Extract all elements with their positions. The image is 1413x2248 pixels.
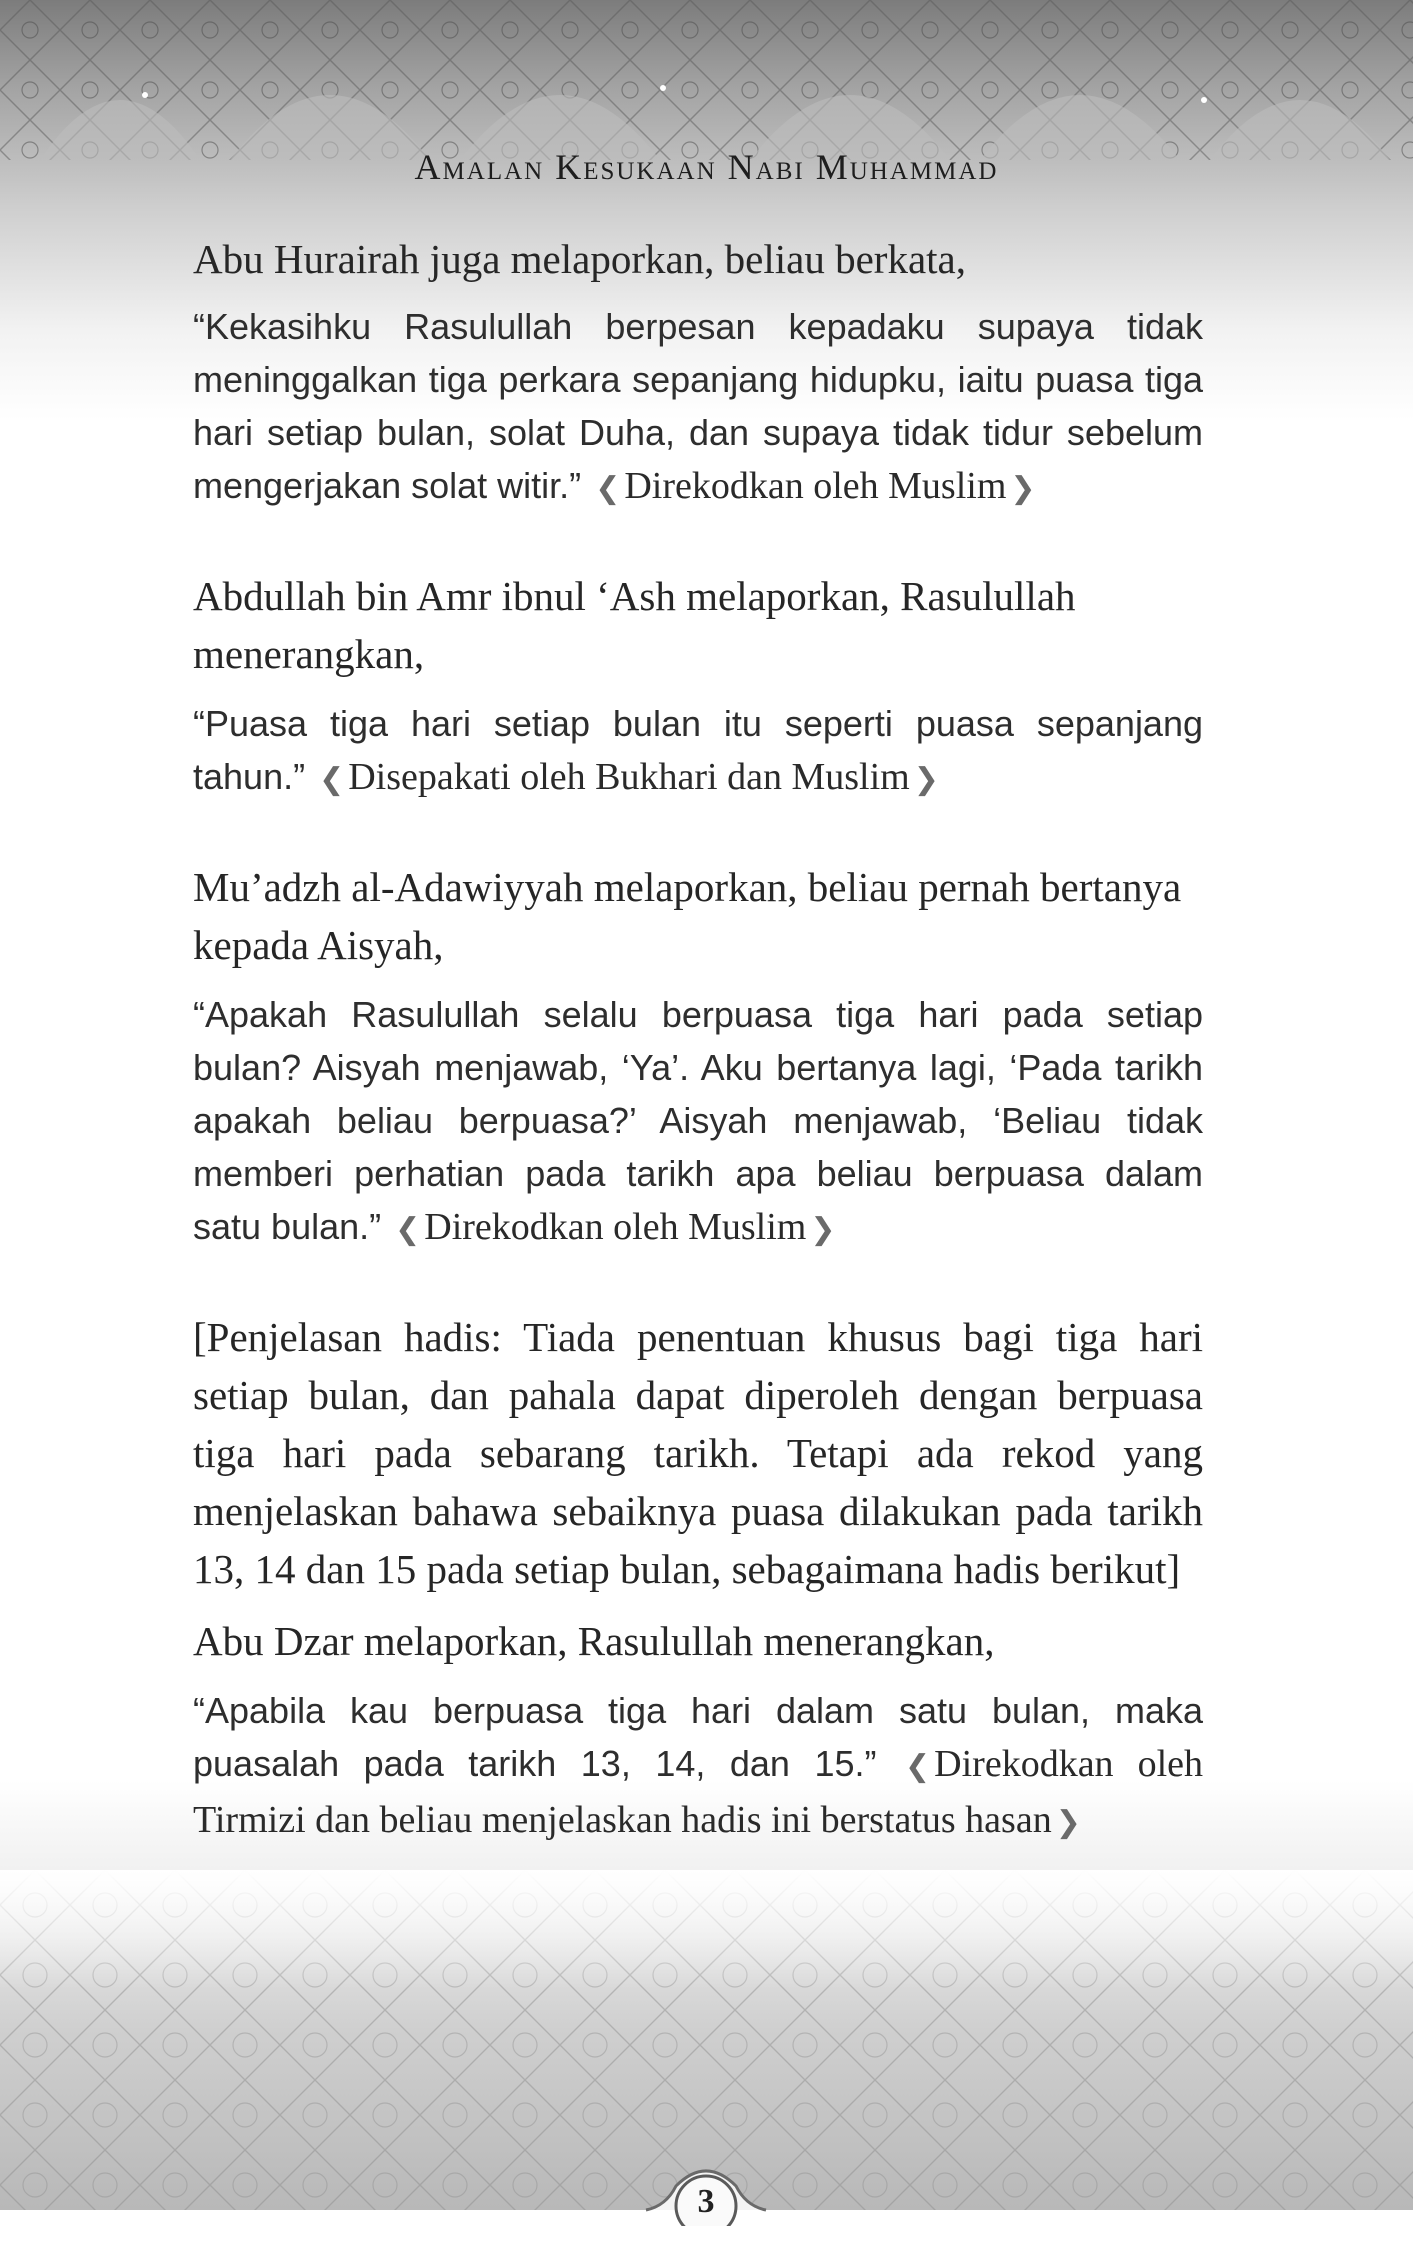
hadith-source: Direkodkan oleh Tirmizi dan beliau menjelaskan hadis ini berstatus hasan xyxy=(193,1742,1203,1841)
page-number-medallion xyxy=(636,2156,776,2226)
ornate-bracket-open-icon: ❮ xyxy=(395,1211,421,1247)
hadith-text: “Apabila kau berpuasa tiga hari dalam satu bulan, maka puasalah pada tarikh 13, 14, dan 15.” xyxy=(193,1689,1203,1784)
ornate-bracket-close-icon: ❯ xyxy=(810,1211,836,1247)
hadith-text: “Apakah Rasulullah selalu berpuasa tiga hari pada setiap bulan? Aisyah menjawab, ‘Ya’. Aku bertanya lagi, ‘Pada tarikh apakah beliau berpuasa?’ Aisyah menjawab, ‘Beliau tidak memberi perhatian pada tarikh apa beliau berpuasa dalam satu bulan.” xyxy=(193,993,1203,1247)
narration-intro: Mu’adzh al-Adawiyyah melaporkan, beliau pernah bertanya kepada Aisyah, xyxy=(193,863,1182,968)
narration-intro: Abdullah bin Amr ibnul ‘Ash melaporkan, Rasulullah menerangkan, xyxy=(193,572,1076,677)
hadith-source: Direkodkan oleh Muslim xyxy=(424,1205,807,1248)
hadith-text: “Kekasihku Rasulullah berpesan kepadaku supaya tidak meninggalkan tiga perkara sepanjang hidupku, iaitu puasa tiga hari setiap bulan, solat Duha, dan supaya tidak tidur sebelum mengerjakan solat witir.” xyxy=(193,306,1203,506)
hadith-text: “Puasa tiga hari setiap bulan itu seperti puasa sepanjang tahun.” xyxy=(193,702,1203,797)
ornate-bracket-open-icon: ❮ xyxy=(595,470,621,506)
top-arabesque-ornament xyxy=(0,0,1413,160)
ornate-bracket-open-icon: ❮ xyxy=(319,761,345,797)
hadith-source: Disepakati oleh Bukhari dan Muslim xyxy=(348,755,910,798)
narration-intro: Abu Hurairah juga melaporkan, beliau berkata, xyxy=(193,236,966,282)
hadith-source: Direkodkan oleh Muslim xyxy=(624,465,1007,507)
hadith-quote xyxy=(193,1684,1203,1849)
page-number: 3 xyxy=(697,2183,715,2220)
hadith-quote xyxy=(193,988,1203,1256)
ornate-bracket-close-icon: ❯ xyxy=(1010,470,1036,506)
hadith-quote xyxy=(193,300,1203,515)
hadith-quote xyxy=(193,697,1203,806)
hadith-explanation: [Penjelasan hadis: Tiada penentuan khusus bagi tiga hari setiap bulan, dan pahala dapat diperoleh dengan berpuasa tiga hari pada sebarang tarikh. Tetapi ada rekod yang menjelaskan bahawa sebaiknya puasa dilakukan pada tarikh 13, 14 dan 15 pada setiap bulan, sebagaimana hadis berikut] xyxy=(193,1313,1203,1592)
page-content xyxy=(193,222,1203,1849)
ornate-bracket-close-icon: ❯ xyxy=(1055,1804,1081,1840)
ornate-bracket-open-icon: ❮ xyxy=(905,1748,931,1784)
running-head: Amalan Kesukaan Nabi Muhammad xyxy=(414,147,999,187)
narration-intro: Abu Dzar melaporkan, Rasulullah menerangkan, xyxy=(193,1617,995,1664)
ornate-bracket-close-icon: ❯ xyxy=(913,761,939,797)
